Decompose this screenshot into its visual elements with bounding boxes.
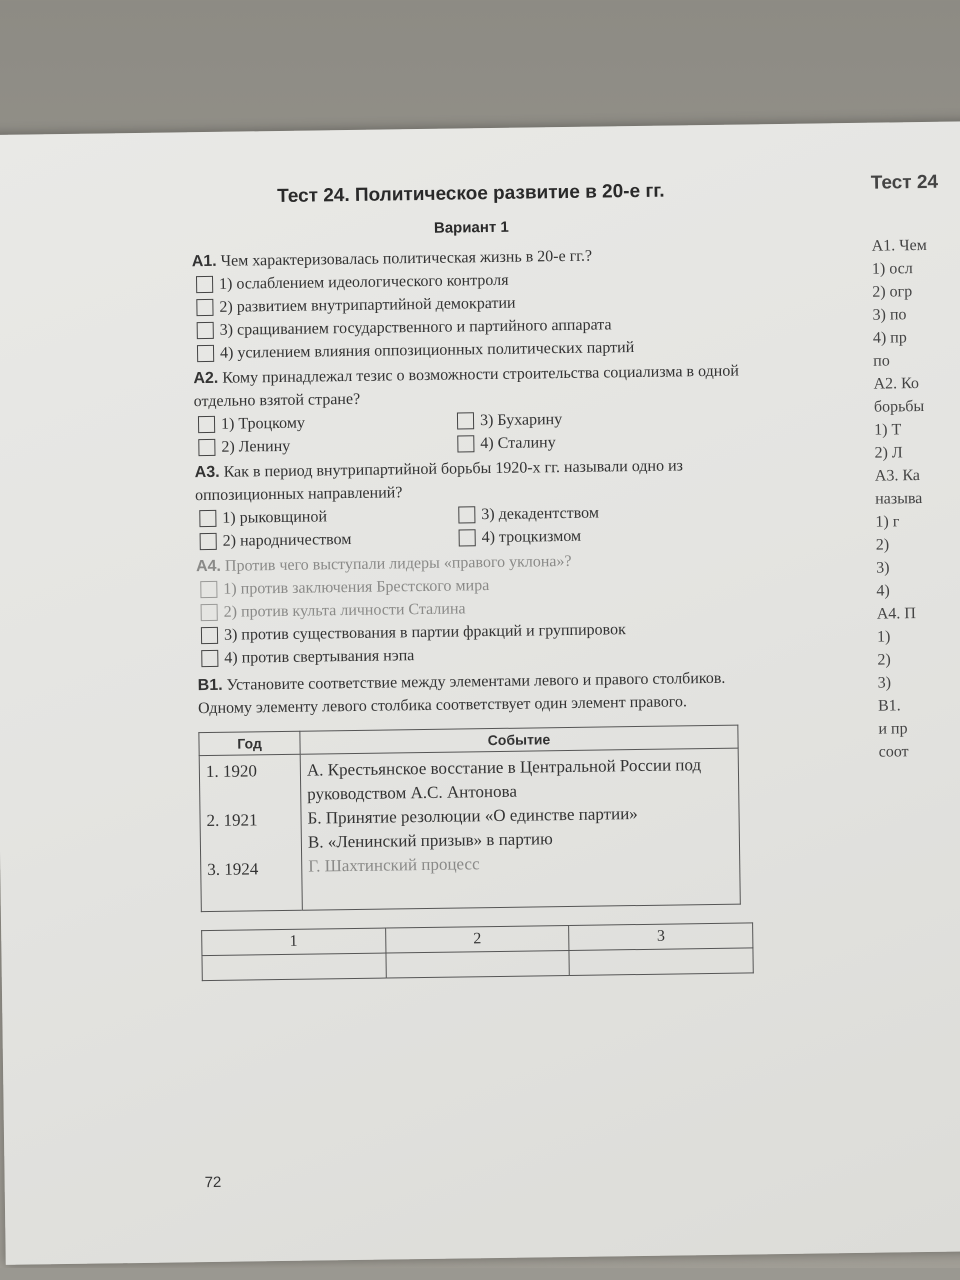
- option-label: 1) против заключения Брестского мира: [223, 577, 490, 598]
- question-text: Против чего выступали лидеры «правого уклона»?: [224, 552, 572, 575]
- event-item: А. Крестьянское восстание в Центральной России под руководством А.С. Антонова: [306, 755, 702, 804]
- checkbox[interactable]: [457, 435, 474, 452]
- year-item: 2. 1921: [206, 810, 258, 831]
- event-item: Б. Принятие резолюции «О единстве партии»: [307, 804, 638, 828]
- year-item: 1. 1920: [205, 761, 258, 782]
- answer-cell-2[interactable]: [386, 950, 570, 978]
- question-a2: [193, 359, 754, 413]
- answer-option[interactable]: [459, 523, 714, 550]
- checkbox[interactable]: [197, 322, 214, 339]
- option-label: 2) народничеством: [222, 530, 352, 550]
- checkbox[interactable]: [200, 581, 217, 598]
- checkbox[interactable]: [201, 627, 218, 644]
- option-label: 1) рыковщиной: [222, 508, 328, 527]
- checkbox[interactable]: [200, 533, 217, 550]
- question-number: А4.: [195, 557, 222, 576]
- next-page-title: Тест 24: [870, 171, 939, 194]
- next-page-line: 1) осл: [871, 260, 913, 278]
- option-label: 1) Троцкому: [220, 414, 306, 433]
- checkbox[interactable]: [201, 650, 218, 667]
- answer-header-3: 3: [569, 923, 753, 951]
- checkbox[interactable]: [457, 412, 474, 429]
- column-header-event: Событие: [300, 725, 738, 754]
- years-cell: [199, 754, 302, 911]
- question-text: Чем характеризовалась политическая жизнь в 20-е гг.?: [220, 247, 593, 270]
- option-label: 4) троцкизмом: [481, 527, 582, 547]
- matching-table: [198, 725, 740, 913]
- option-label: 4) Сталину: [480, 434, 556, 453]
- answer-option[interactable]: [200, 527, 455, 554]
- next-page-line: 2) Л: [874, 444, 903, 462]
- checkbox[interactable]: [198, 416, 215, 433]
- option-label: 4) усилением влияния оппозиционных политических партий: [219, 339, 635, 362]
- next-page-line: А4. П: [876, 605, 917, 623]
- next-page-line: 1): [876, 628, 891, 646]
- next-page-line: и пр: [878, 720, 908, 738]
- next-page-line: 4): [876, 582, 890, 600]
- next-page-line: В1.: [877, 697, 901, 715]
- next-page-line: 2): [877, 651, 891, 669]
- answer-table: [201, 922, 754, 981]
- question-a3: [195, 453, 756, 507]
- answer-cell-1[interactable]: [202, 953, 386, 981]
- next-page-line: А1. Чем: [871, 236, 927, 255]
- question-number: А2.: [193, 369, 219, 388]
- variant-label: Вариант 1: [433, 218, 509, 237]
- events-cell: [300, 748, 740, 910]
- page-title: Тест 24. Политическое развитие в 20-е гг.: [276, 180, 665, 207]
- next-page-line: соот: [878, 743, 909, 761]
- question-number: А3.: [194, 463, 220, 482]
- option-label: 3) декадентством: [481, 504, 600, 524]
- next-page-fragment: [871, 171, 960, 764]
- checkbox[interactable]: [459, 529, 476, 546]
- test-page: [191, 179, 762, 981]
- option-label: 2) против культа личности Сталина: [223, 600, 466, 621]
- question-number: В1.: [197, 676, 223, 695]
- question-b1: [198, 666, 759, 720]
- checkbox[interactable]: [197, 345, 214, 362]
- question-text: Как в период внутрипартийной борьбы 1920-х гг. называли одно из оппозиционных направлений?: [194, 457, 684, 505]
- next-page-line: по: [873, 352, 890, 370]
- next-page-line: 2): [875, 536, 890, 554]
- background-strip: [0, 1268, 960, 1280]
- next-page-line: 3): [876, 559, 890, 577]
- next-page-lines: [871, 233, 960, 764]
- next-page-line: 3): [877, 674, 892, 692]
- year-item: 3. 1924: [207, 859, 259, 880]
- checkbox[interactable]: [196, 276, 213, 293]
- next-page-line: борьбы: [873, 397, 925, 416]
- answer-header-2: 2: [385, 925, 569, 953]
- question-number: А1.: [191, 252, 217, 271]
- answer-option[interactable]: [457, 429, 712, 456]
- option-label: 3) сращиванием государственного и партийного аппарата: [219, 316, 612, 339]
- answer-header-1: 1: [202, 928, 386, 956]
- answer-option[interactable]: [198, 433, 453, 460]
- checkbox[interactable]: [198, 439, 215, 456]
- next-page-line: А2. Ко: [873, 375, 920, 393]
- next-page-line: А3. Ка: [874, 467, 921, 485]
- checkbox[interactable]: [458, 506, 475, 523]
- event-item: Г. Шахтинский процесс: [308, 854, 480, 876]
- next-page-line: 1) Т: [874, 421, 902, 439]
- checkbox[interactable]: [199, 510, 216, 527]
- answer-cell-3[interactable]: [569, 948, 753, 976]
- next-page-line: называ: [875, 490, 923, 508]
- option-label: 4) против свертывания нэпа: [224, 647, 415, 667]
- option-label: 3) Бухарину: [479, 411, 563, 430]
- event-item: В. «Ленинский призыв» в партию: [307, 829, 553, 852]
- option-label: 1) ослаблением идеологического контроля: [218, 271, 509, 293]
- page-number: 72: [204, 1173, 222, 1192]
- question-text: Установите соответствие между элементами левого и правого столбиков. Одному элементу левого столбика соответствует один элемент правого.: [197, 669, 726, 718]
- next-page-line: 2) огр: [872, 283, 913, 301]
- next-page-line: 4) пр: [872, 329, 907, 347]
- column-header-year: Год: [199, 731, 300, 755]
- option-label: 3) против существования в партии фракций и группировок: [223, 621, 626, 644]
- next-page-line: 1) г: [875, 513, 900, 531]
- checkbox[interactable]: [196, 299, 213, 316]
- paper-sheet: [0, 121, 960, 1265]
- question-text: Кому принадлежал тезис о возможности строительства социализма в одной отдельно взятой стране?: [193, 362, 739, 411]
- option-label: 2) развитием внутрипартийной демократии: [219, 294, 516, 316]
- next-page-line: 3) по: [872, 306, 907, 324]
- option-label: 2) Ленину: [221, 437, 291, 456]
- checkbox[interactable]: [201, 604, 218, 621]
